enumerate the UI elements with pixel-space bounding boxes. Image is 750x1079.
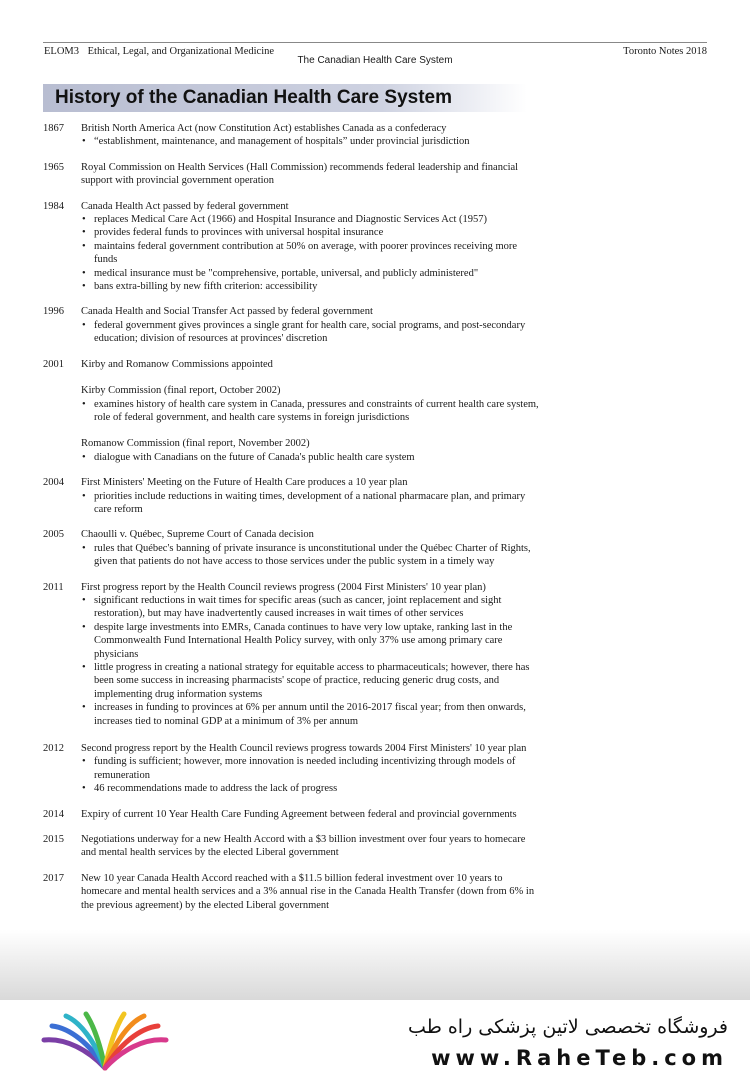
entry-bullets xyxy=(81,398,543,425)
entry-year: 1965 xyxy=(43,161,64,173)
timeline-entry-2001 xyxy=(43,358,543,464)
timeline-entry-2014 xyxy=(43,808,543,821)
entry-text: Expiry of current 10 Year Health Care Funding Agreement between federal and provincial governments xyxy=(81,808,517,820)
sub-heading: Kirby Commission (final report, October 2002) xyxy=(81,385,281,397)
timeline-entry-2004 xyxy=(43,476,543,516)
romanow-commission xyxy=(81,437,543,464)
entry-year: 2001 xyxy=(43,358,64,370)
entry-text: Canada Health and Social Transfer Act passed by federal government xyxy=(81,306,373,318)
entry-text: New 10 year Canada Health Accord reached with a $11.5 billion federal investment over 10 years to homecare and mental health services and a 3% annual rise in the Canada Health Transfer (down from 6% in the previous agreement) by the elected Liberal government xyxy=(81,872,535,911)
entry-year: 1996 xyxy=(43,306,64,318)
edition-label: Toronto Notes 2018 xyxy=(623,46,707,57)
timeline-entry-2017 xyxy=(43,872,543,912)
watermark-footer xyxy=(0,1000,750,1079)
header-rule xyxy=(43,42,707,43)
open-book-rainbow-logo xyxy=(40,1010,170,1072)
entry-text: Canada Health Act passed by federal government xyxy=(81,200,289,212)
entry-text: Chaoulli v. Québec, Supreme Court of Canada decision xyxy=(81,529,314,541)
entry-bullets xyxy=(81,755,543,795)
timeline-entry-1984 xyxy=(43,200,543,294)
entry-bullets xyxy=(81,319,543,346)
bullet-item: • examines history of health care system in Canada, pressures and constraints of current health care system, role of federal government, and health care systems in foreign jurisdictions xyxy=(81,398,543,425)
entry-year: 2017 xyxy=(43,872,64,884)
timeline-entry-2015 xyxy=(43,833,543,860)
entry-year: 2011 xyxy=(43,581,64,593)
entry-year: 1984 xyxy=(43,200,64,212)
bullet-item: • maintains federal government contribution at 50% on average, with poorer provinces receiving more funds xyxy=(81,240,543,267)
entry-year: 1867 xyxy=(43,123,64,134)
timeline-entry-2012 xyxy=(43,742,543,796)
kirby-commission xyxy=(81,384,543,424)
bullet-item: • provides federal funds to provinces with universal hospital insurance xyxy=(81,226,543,239)
section-title: Ethical, Legal, and Organizational Medicine xyxy=(87,46,275,57)
bullet-item: • rules that Québec's banning of private insurance is unconstitutional under the Québec Charter of Rights, given that patients do not have access to those services under the public system in a timely way xyxy=(81,542,543,569)
entry-text: Negotiations underway for a new Health Accord with a $3 billion investment over four years to homecare and mental health services by the elected Liberal government xyxy=(81,834,526,859)
bullet-item: • “establishment, maintenance, and management of hospitals” under provincial jurisdiction xyxy=(81,135,543,148)
bullet-item: • increases in funding to provinces at 6% per annum until the 2016-2017 fiscal year; from then onwards, increases tied to nominal GDP at a minimum of 3% per annum xyxy=(81,701,543,728)
page-bottom-shadow xyxy=(0,930,750,1000)
entry-bullets xyxy=(81,490,543,517)
entry-bullets xyxy=(81,594,543,728)
entry-year: 2015 xyxy=(43,834,64,846)
entry-year: 2005 xyxy=(43,529,64,541)
bullet-item: • funding is sufficient; however, more innovation is needed including incentivizing through models of remuneration xyxy=(81,755,543,782)
entry-bullets xyxy=(81,542,543,569)
title-banner xyxy=(43,84,527,112)
history-timeline xyxy=(43,122,543,912)
bullet-item: • despite large investments into EMRs, Canada continues to have very low uptake, ranking last in the Commonwealth Fund International Health Policy survey, with only 37% use among primary care physicians xyxy=(81,621,543,661)
running-title: The Canadian Health Care System xyxy=(297,55,453,66)
entry-year: 2004 xyxy=(43,477,64,489)
timeline-entry-1996 xyxy=(43,305,543,345)
bullet-item: • little progress in creating a national strategy for equitable access to pharmaceuticals; however, there has been some success in increasing pharmacists' scope of practice, reducing generic drug costs, and implementing drug information systems xyxy=(81,661,543,701)
entry-year: 2012 xyxy=(43,743,64,755)
bullet-item: • bans extra-billing by new fifth criterion: accessibility xyxy=(81,280,543,293)
bullet-item: • replaces Medical Care Act (1966) and Hospital Insurance and Diagnostic Services Act (1957) xyxy=(81,213,543,226)
entry-year: 2014 xyxy=(43,808,64,820)
bullet-item: • priorities include reductions in waiting times, development of a national pharmacare plan, and primary care reform xyxy=(81,490,543,517)
bullet-item: • medical insurance must be "comprehensive, portable, universal, and publicly administered" xyxy=(81,267,543,280)
entry-bullets xyxy=(81,213,543,293)
entry-text: First Ministers' Meeting on the Future of Health Care produces a 10 year plan xyxy=(81,477,408,489)
entry-text: Royal Commission on Health Services (Hall Commission) recommends federal leadership and financial support with provincial government operation xyxy=(81,161,519,187)
bullet-item: • federal government gives provinces a single grant for health care, social programs, and post-secondary education; division of resources at provinces' discretion xyxy=(81,319,543,346)
entry-bullets xyxy=(81,451,543,464)
timeline-entry-1965 xyxy=(43,161,543,188)
entry-text: Kirby and Romanow Commissions appointed xyxy=(81,358,273,370)
entry-text: British North America Act (now Constitution Act) establishes Canada as a confederacy xyxy=(81,123,447,134)
timeline-entry-2011 xyxy=(43,581,543,728)
shop-url[interactable]: www.RaheTeb.com xyxy=(431,1046,728,1070)
bullet-item: • significant reductions in wait times for specific areas (such as cancer, joint replacement and sight restoration), but may have inadvertently caused increases in wait times of other services xyxy=(81,594,543,621)
entry-text: Second progress report by the Health Council reviews progress towards 2004 First Ministers' 10 year plan xyxy=(81,743,527,755)
bullet-item: • dialogue with Canadians on the future of Canada's public health care system xyxy=(81,451,543,464)
bullet-item: • 46 recommendations made to address the lack of progress xyxy=(81,782,543,795)
entry-bullets xyxy=(81,135,543,148)
shop-name: فروشگاه تخصصی لاتین پزشکی راه طب xyxy=(408,1016,728,1038)
entry-text: First progress report by the Health Council reviews progress (2004 First Ministers' 10 year plan) xyxy=(81,581,486,593)
page-title: History of the Canadian Health Care System xyxy=(55,87,452,108)
sub-heading: Romanow Commission (final report, November 2002) xyxy=(81,438,310,450)
section-code: ELOM3 xyxy=(44,46,79,57)
timeline-entry-2005 xyxy=(43,528,543,568)
timeline-entry-1867 xyxy=(43,122,543,149)
